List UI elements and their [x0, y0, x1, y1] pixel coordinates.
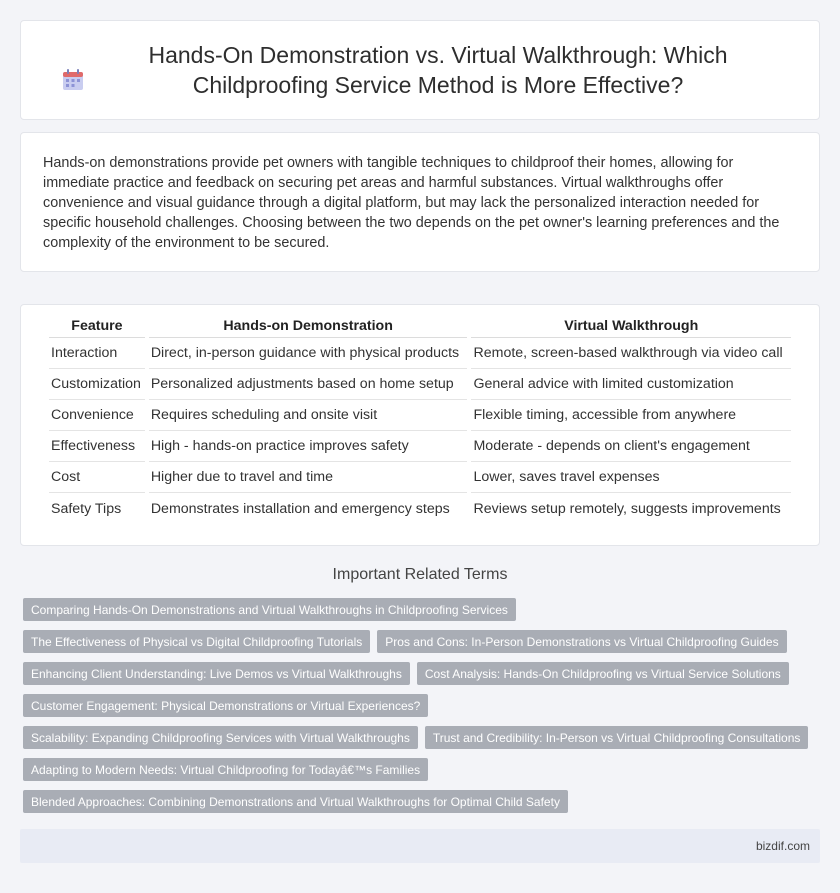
- related-terms-title: Important Related Terms: [332, 566, 508, 583]
- table-row: [49, 462, 791, 493]
- related-term-tag[interactable]: The Effectiveness of Physical vs Digital Childproofing Tutorials: [23, 630, 370, 653]
- tag-row: [23, 662, 823, 685]
- footer: [20, 829, 820, 863]
- table-cell: Safety Tips: [51, 500, 122, 517]
- related-term-tag[interactable]: Blended Approaches: Combining Demonstrations and Virtual Walkthroughs for Optimal Child Safety: [23, 790, 568, 813]
- tag-row: [23, 630, 823, 653]
- table-cell: Moderate - depends on client's engagement: [471, 431, 791, 462]
- table-cell: Higher due to travel and time: [149, 462, 468, 493]
- related-term-tag[interactable]: Enhancing Client Understanding: Live Demos vs Virtual Walkthroughs: [23, 662, 410, 685]
- table-row: [49, 431, 791, 462]
- table-cell: Convenience: [49, 400, 145, 431]
- table-cell: Customization: [49, 369, 145, 400]
- table-cell: Personalized adjustments based on home setup: [149, 369, 468, 400]
- table-cell: Lower, saves travel expenses: [471, 462, 791, 493]
- related-term-tag[interactable]: Pros and Cons: In-Person Demonstrations vs Virtual Childproofing Guides: [377, 630, 786, 653]
- related-term-tag[interactable]: Trust and Credibility: In-Person vs Virtual Childproofing Consultations: [425, 726, 809, 749]
- summary-text: Hands-on demonstrations provide pet owners with tangible techniques to childproof their homes, allowing for immediate practice and feedback on securing pet areas and harmful substances. Virtual walkthroughs offer convenience and visual guidance through a digital platform, but may lack the personalized interaction needed for specific household challenges. Choosing between the two depends on the pet owner's learning preferences and the complexity of the environment to be secured.: [43, 155, 780, 251]
- summary-card: [20, 132, 820, 272]
- tag-row: [23, 790, 823, 813]
- table-row: [49, 338, 791, 369]
- comparison-table-card: [20, 304, 820, 546]
- related-term-tag[interactable]: Customer Engagement: Physical Demonstrations or Virtual Experiences?: [23, 694, 428, 717]
- table-row: [49, 369, 791, 400]
- page-title: Hands-On Demonstration vs. Virtual Walkthrough: Which Childproofing Service Method is More Effective?: [148, 42, 728, 98]
- tag-row: [23, 598, 823, 621]
- table-header-row: [49, 315, 791, 338]
- table-cell: Effectiveness: [49, 431, 145, 462]
- table-cell: Flexible timing, accessible from anywhere: [471, 400, 791, 431]
- column-header: Feature: [49, 315, 145, 338]
- tag-row: [23, 726, 823, 749]
- table-cell: Requires scheduling and onsite visit: [149, 400, 468, 431]
- table-cell: High - hands-on practice improves safety: [149, 431, 468, 462]
- table-row: [49, 493, 791, 524]
- related-term-tag[interactable]: Comparing Hands-On Demonstrations and Virtual Walkthroughs in Childproofing Services: [23, 598, 516, 621]
- table-cell: Reviews setup remotely, suggests improvements: [473, 500, 781, 517]
- comparison-table: [45, 315, 795, 524]
- table-cell: Cost: [49, 462, 145, 493]
- table-cell: General advice with limited customization: [471, 369, 791, 400]
- table-cell: Direct, in-person guidance with physical products: [149, 338, 468, 369]
- table-cell: Remote, screen-based walkthrough via video call: [471, 338, 791, 369]
- tag-row: [23, 758, 823, 781]
- column-header: Virtual Walkthrough: [471, 315, 791, 338]
- calendar-icon: [61, 68, 85, 92]
- header-card: [20, 20, 820, 120]
- table-row: [49, 400, 791, 431]
- column-header: Hands-on Demonstration: [149, 315, 468, 338]
- footer-site-link[interactable]: bizdif.com: [755, 839, 810, 853]
- table-cell: Demonstrates installation and emergency steps: [150, 500, 450, 517]
- related-term-tag[interactable]: Scalability: Expanding Childproofing Services with Virtual Walkthroughs: [23, 726, 418, 749]
- table-cell: Interaction: [49, 338, 145, 369]
- related-term-tag[interactable]: Adapting to Modern Needs: Virtual Childproofing for Todayâ€™s Families: [23, 758, 428, 781]
- related-term-tag[interactable]: Cost Analysis: Hands-On Childproofing vs Virtual Service Solutions: [417, 662, 789, 685]
- tag-row: [23, 694, 823, 717]
- related-terms-list: [23, 598, 823, 822]
